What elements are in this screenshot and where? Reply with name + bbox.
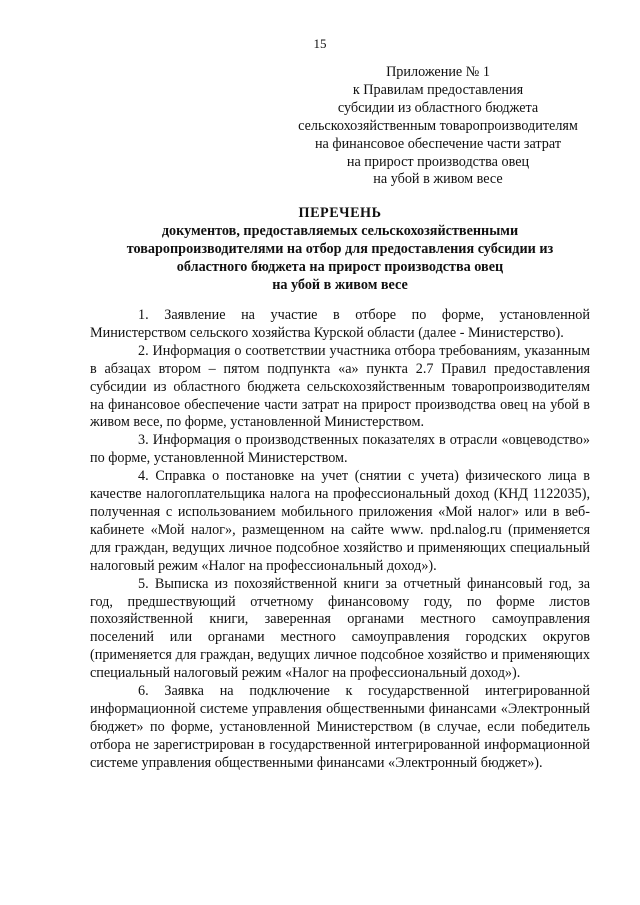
heading-line: документов, предоставляемых сельскохозяйственными xyxy=(161,223,519,239)
list-item: 4. Справка о постановке на учет (снятии с учета) физического лица в качестве налогоплательщика налога на профессиональный доход (КНД 1122035), полученная с использованием мобильного приложения «Мой налог» или в веб-кабинете «Мой налог», размещенном на сайте www. npd.nalog.ru (применяется для граждан, ведущих личное подсобное хозяйство и применяющих специальный налоговый режим «Налог на профессиональный доход»). xyxy=(90,468,590,574)
list-item: 6. Заявка на подключение к государственной интегрированной информационной системе управления общественными финансами «Электронный бюджет» по форме, установленной Министерством (в случае, если победитель отбора не зарегистрирован в государственной интегрированной информационной системе управления общественными финансами «Электронный бюджет»). xyxy=(90,683,590,771)
document-heading xyxy=(90,204,590,294)
heading-line: на убой в живом весе xyxy=(272,277,408,293)
heading-line: товаропроизводителями на отбор для предоставления субсидии из xyxy=(126,241,554,257)
heading-title: ПЕРЕЧЕНЬ xyxy=(298,205,382,221)
appendix-line: к Правилам предоставления xyxy=(352,81,524,98)
list-item: 3. Информация о производственных показателях в отрасли «овцеводство» по форме, установленной Министерством. xyxy=(90,432,590,467)
appendix-line: на убой в живом весе xyxy=(373,171,503,188)
document-list xyxy=(90,307,590,773)
appendix-line: сельскохозяйственным товаропроизводителям xyxy=(298,117,578,134)
page-number: 15 xyxy=(313,36,327,51)
appendix-line: на прирост производства овец xyxy=(346,153,530,170)
appendix-line: Приложение № 1 xyxy=(386,64,490,80)
list-item: 5. Выписка из похозяйственной книги за отчетный финансовый год, за год, предшествующий отчетному финансовому году, по форме листов похозяйственной книги, заверенная органами местного самоуправления поселений или органами местного самоуправления городских округов (применяется для граждан, ведущих личное подсобное хозяйство и применяющих специальный налоговый режим «Налог на профессиональный доход»). xyxy=(90,575,590,682)
heading-line: областного бюджета на прирост производства овец xyxy=(176,259,504,275)
appendix-line: на финансовое обеспечение части затрат xyxy=(314,135,562,152)
list-item: 1. Заявление на участие в отборе по форме, установленной Министерством сельского хозяйства Курской области (далее - Министерство). xyxy=(90,307,590,341)
appendix-header xyxy=(268,64,608,189)
appendix-line: субсидии из областного бюджета xyxy=(337,99,539,116)
list-item: 2. Информация о соответствии участника отбора требованиям, указанным в абзацах втором – пятом подпункта «а» пункта 2.7 Правил предоставления субсидии из областного бюджета сельскохозяйственным товаропроизводителям на финансовое обеспечение части затрат на прирост производства овец на убой в живом весе, по форме, установленной Министерством. xyxy=(90,342,590,431)
